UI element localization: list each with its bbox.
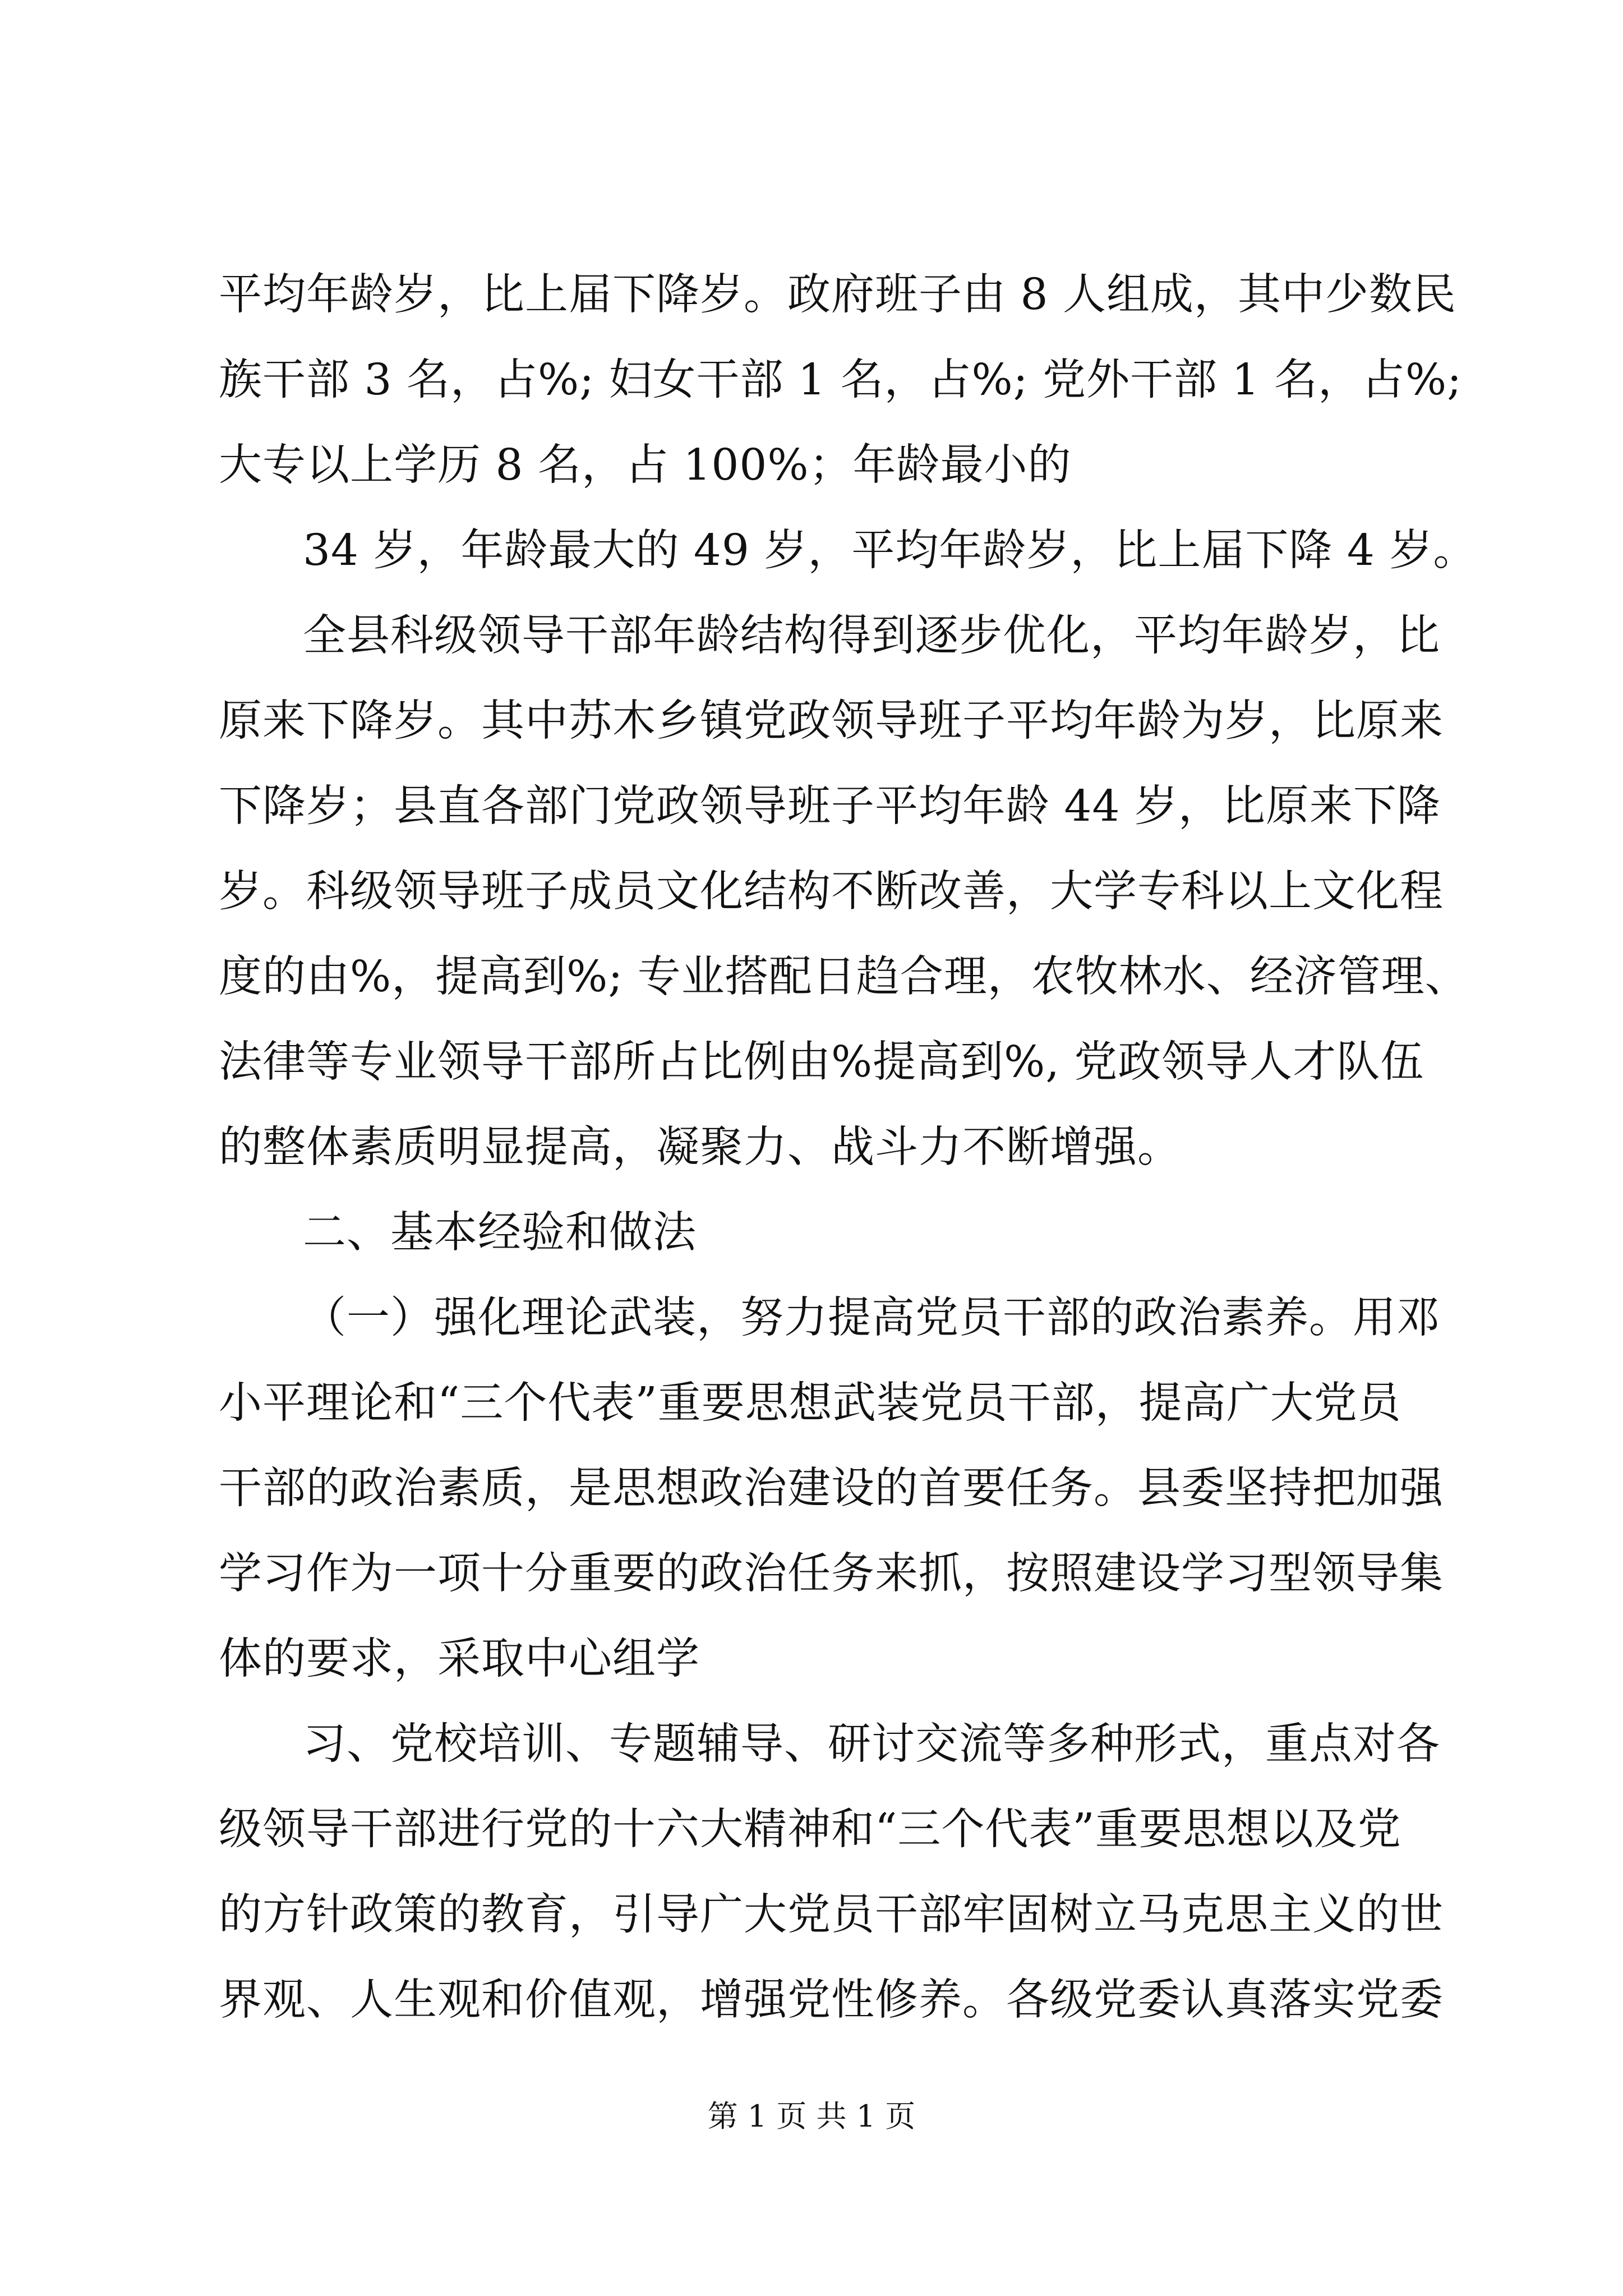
text-line-3: 大专以上学历 8 名，占 100%；年龄最小的 [219, 440, 1072, 490]
text-line-16: 学习作为一项十分重要的政治任务来抓，按照建设学习型领导集 [219, 1549, 1444, 1599]
text-line-20: 的方针政策的教育，引导广大党员干部牢固树立马克思主义的世 [219, 1890, 1444, 1940]
text-line-5: 全县科级领导干部年龄结构得到逐步优化，平均年龄岁，比 [303, 611, 1440, 661]
text-line-4: 34 岁，年龄最大的 49 岁，平均年龄岁，比上届下降 4 岁。 [303, 526, 1477, 576]
section-heading: 二、基本经验和做法 [303, 1208, 697, 1258]
text-line-17: 体的要求，采取中心组学 [219, 1634, 700, 1684]
text-line-9: 度的由%，提高到%; 专业搭配日趋合理，农牧林水、经济管理、 [219, 952, 1469, 1002]
text-line-2: 族干部 3 名，占%; 妇女干部 1 名，占%; 党外干部 1 名，占%; [219, 355, 1463, 405]
text-line-6: 原来下降岁。其中苏木乡镇党政领导班子平均年龄为岁，比原来 [219, 696, 1444, 746]
text-line-15: 干部的政治素质，是思想政治建设的首要任务。县委坚持把加强 [219, 1464, 1444, 1513]
text-line-7: 下降岁；县直各部门党政领导班子平均年龄 44 岁，比原来下降 [219, 781, 1441, 831]
text-line-14: 小平理论和“三个代表”重要思想武装党员干部，提高广大党员 [219, 1378, 1401, 1428]
document-body [219, 252, 1477, 2043]
text-line-21: 界观、人生观和价值观，增强党性修养。各级党委认真落实党委 [219, 1975, 1444, 2025]
text-line-18: 习、党校培训、专题辅导、研讨交流等多种形式，重点对各 [303, 1719, 1440, 1769]
text-line-8: 岁。科级领导班子成员文化结构不断改善，大学专科以上文化程 [219, 867, 1444, 917]
text-line-1: 平均年龄岁，比上届下降岁。政府班子由 8 人组成，其中少数民 [219, 270, 1456, 320]
text-line-11: 的整体素质明显提高，凝聚力、战斗力不断增强。 [219, 1122, 1181, 1172]
text-line-13: （一）强化理论武装，努力提高党员干部的政治素养。用邓 [303, 1293, 1440, 1343]
text-line-19: 级领导干部进行党的十六大精神和“三个代表”重要思想以及党 [219, 1805, 1401, 1855]
text-line-10: 法律等专业领导干部所占比例由%提高到%, 党政领导人才队伍 [219, 1037, 1424, 1087]
page-footer: 第 1 页 共 1 页 [707, 2099, 916, 2134]
